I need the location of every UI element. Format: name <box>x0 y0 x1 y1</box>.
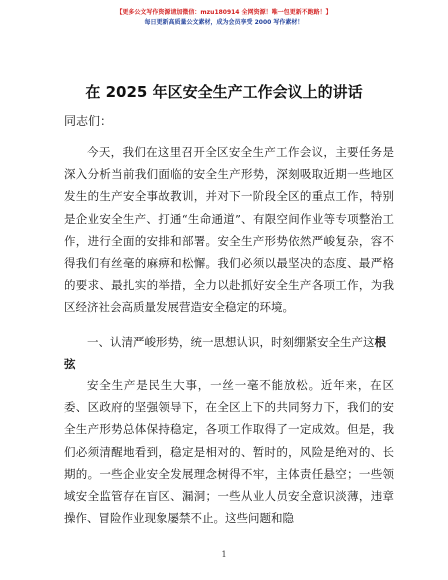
promo-banner-line-2: 每日更新高质量公文素材，成为会员享受 2000 写作素材！ <box>144 19 304 26</box>
promo-banner-line-1: 【更多公文写作资源请加微信：mzu180914 全网资源！唯一包更新不跑路！】 <box>116 9 332 16</box>
section-heading-1 <box>64 331 394 375</box>
document-title: 在 2025 年区安全生产工作会议上的讲话 <box>85 83 363 101</box>
promo-banner <box>0 8 448 28</box>
page-number: 1 <box>221 550 227 559</box>
salutation: 同志们： <box>64 114 113 128</box>
body-paragraph-1: 今天，我们在这里召开全区安全生产工作会议，主要任务是深入分析当前我们面临的安全生产形势，深刻吸取近期一些地区发生的生产安全事故教训，并对下一阶段全区的重点工作，特别是企业安全生产、打通“生命通道”、有限空间作业等专项整治工作，进行全面的安排和部署。安全生产形势依然严峻复杂，容不得我们有丝毫的麻痹和松懈。我们必须以最坚决的态度、最严格的要求、最扎实的举措，全力以赴抓好安全生产各项工作，为我区经济社会高质量发展营造安全稳定的环境。 <box>64 145 394 315</box>
section-heading-1-end: 根弦 <box>64 335 386 372</box>
section-heading-1-main: 一、认清严峻形势，统一思想认识，时刻绷紧安全生产这 <box>87 335 375 349</box>
body-paragraph-2: 安全生产是民生大事，一丝一毫不能放松。近年来，在区委、区政府的坚强领导下，在全区上下的共同努力下，我们的安全生产形势总体保持稳定，各项工作取得了一定成效。但是，我们必须清醒地看到，稳定是相对的、暂时的，风险是绝对的、长期的。一些企业安全发展理念树得不牢，主体责任悬空；一些领域安全监管存在盲区、漏洞；一些从业人员安全意识淡薄，违章操作、冒险作业现象屡禁不止。这些问题和隐 <box>64 378 394 526</box>
